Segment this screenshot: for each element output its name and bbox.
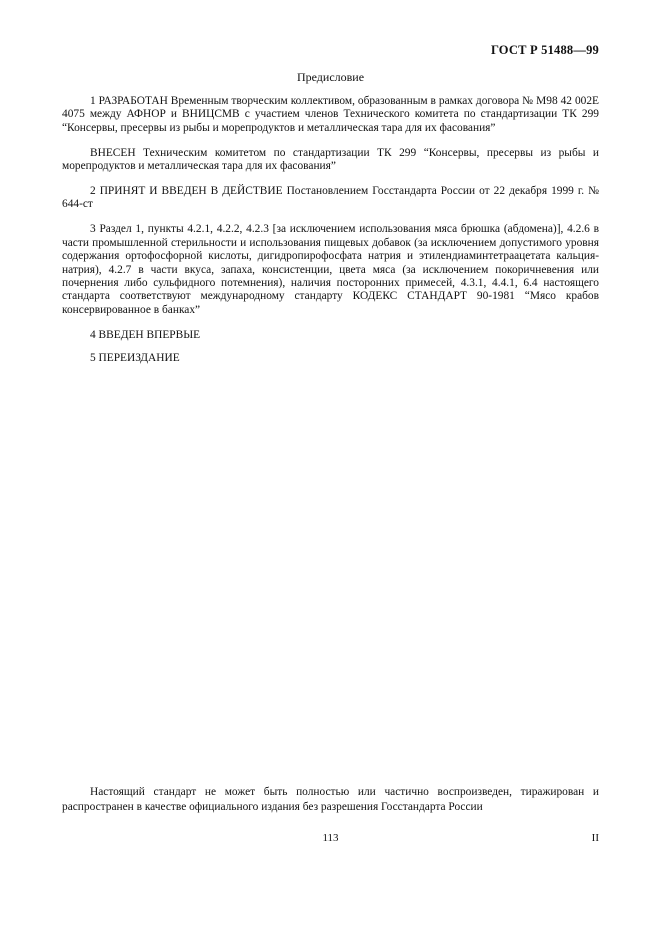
paragraph-reissue: 5 ПЕРЕИЗДАНИЕ xyxy=(90,352,180,365)
paragraph-developed: 1 РАЗРАБОТАН Временным творческим коллективом, образованным в рамках договора № М98 42 002Е 4075 между АФНОР и ВНИЦСМВ с участием членов Технического комитета по стандартизации ТК 299 “Консервы, пресервы из рыбы и морепродуктов и металлическая тара для их фасования” xyxy=(62,95,599,134)
paragraph-introduced: ВНЕСЕН Техническим комитетом по стандартизации ТК 299 “Консервы, пресервы из рыбы и морепродуктов и металлическая тара для их фасования” xyxy=(62,146,599,173)
copyright-notice: Настоящий стандарт не может быть полностью или частично воспроизведен, тиражирован и распространен в качестве официального издания без разрешения Госстандарта России xyxy=(62,786,599,813)
paragraph-first-introduced: 4 ВВЕДЕН ВПЕРВЫЕ xyxy=(90,328,201,341)
paragraph-adopted: 2 ПРИНЯТ И ВВЕДЕН В ДЕЙСТВИЕ Постановлением Госстандарта России от 22 декабря 1999 г. № 644-ст xyxy=(62,185,599,211)
paragraph-conformity: 3 Раздел 1, пункты 4.2.1, 4.2.2, 4.2.3 [за исключением использования мяса брюшка (абдомена)], 4.2.6 в части промышленной стерильности и использования пищевых добавок (за исключением допустимого уровня содержания ортофосфорной кислоты, дигидропирофосфата натрия и этилендиаминтетраацетата кальция-натрия), 4.2.7 в части вкуса, запаха, консистенции, цвета мяса (за исключением покоричневения или почернения либо сульфидного потемнения), наличия посторонних примесей, 4.3.1, 4.4.1, 6.4 настоящего стандарта соответствуют международному стандарту КОДЕКС СТАНДАРТ 90-1981 “Мясо крабов консервированное в банках” xyxy=(62,223,599,316)
page-title: Предисловие xyxy=(296,70,365,84)
page-number: 113 xyxy=(322,832,339,844)
foreword-body xyxy=(62,95,599,376)
roman-page-number: II xyxy=(591,832,599,844)
standard-code: ГОСТ Р 51488—99 xyxy=(490,43,599,57)
